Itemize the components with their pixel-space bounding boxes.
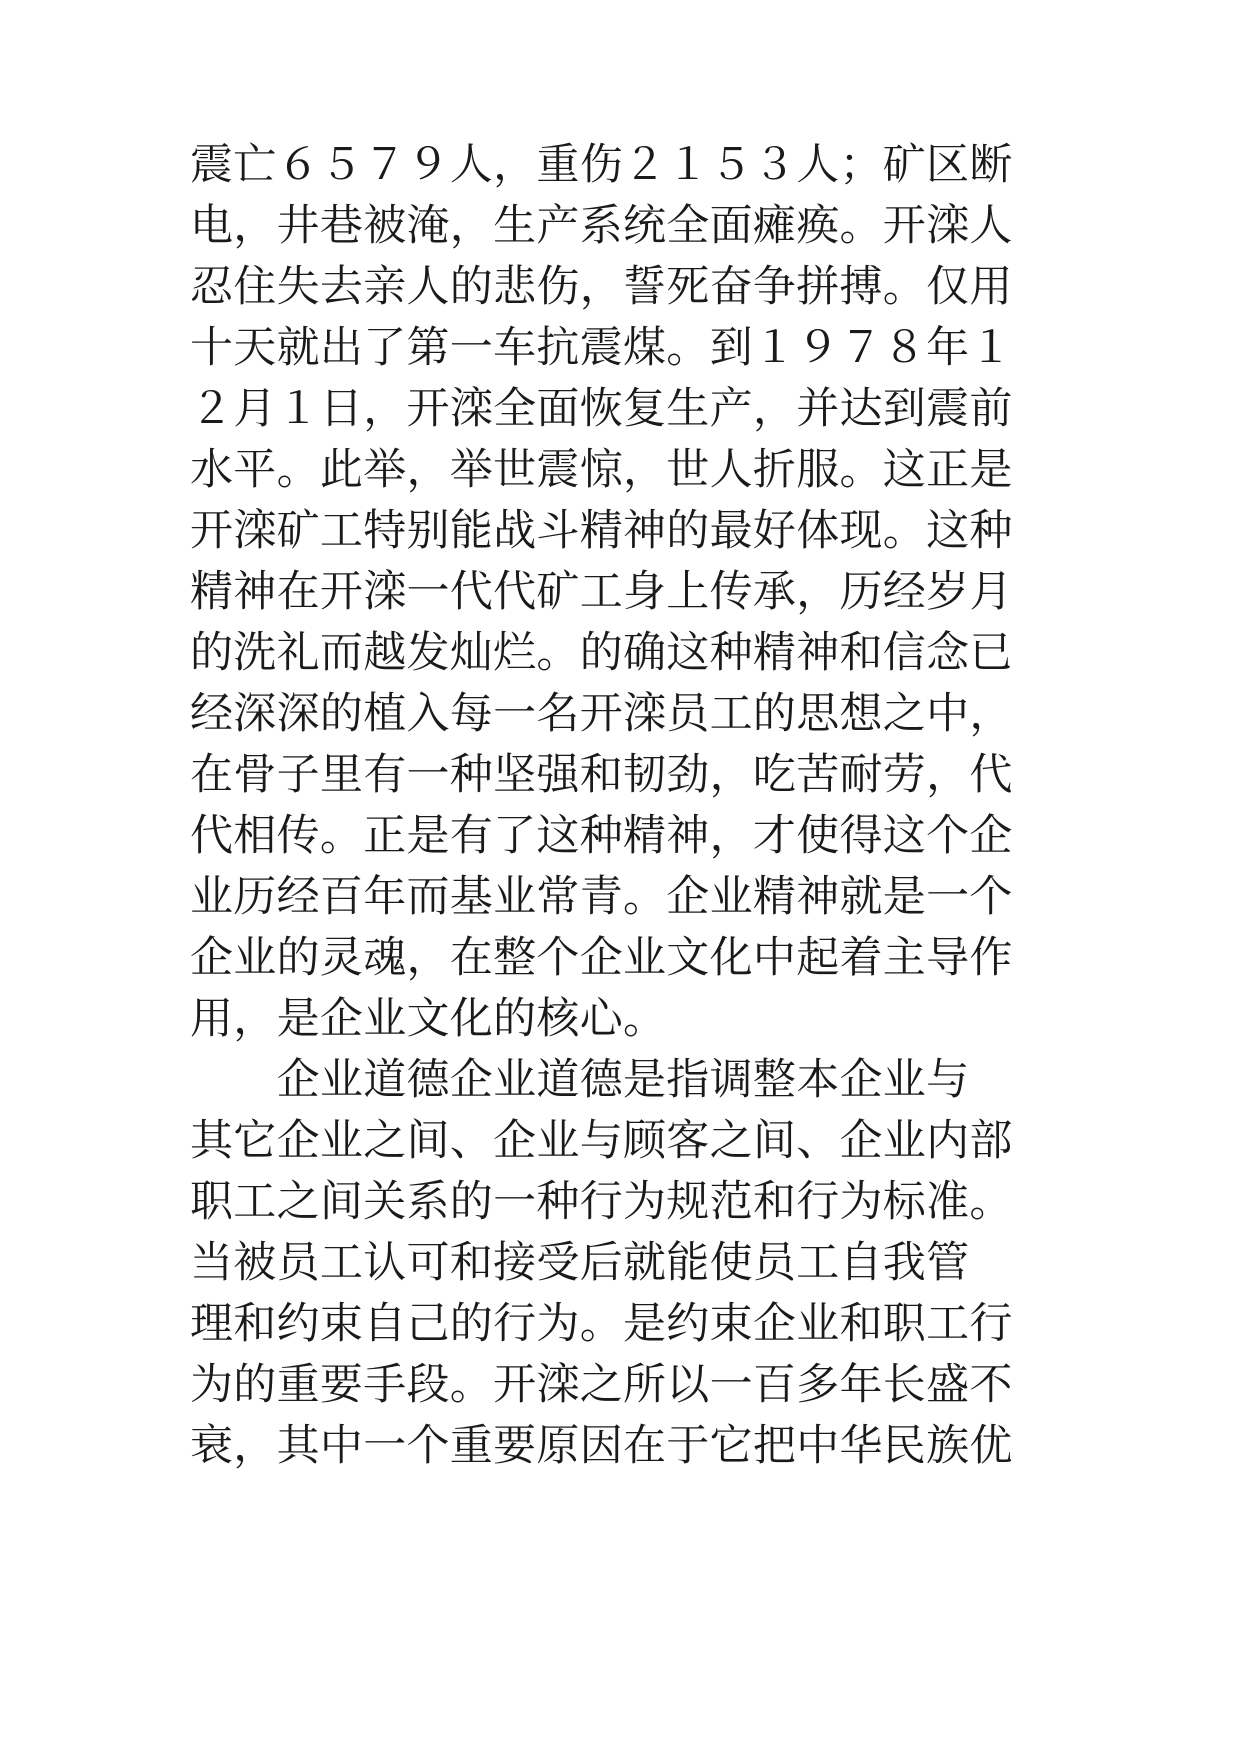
- paragraph-start-line: 企业道德企业道德是指调整本企业与: [190, 1055, 970, 1105]
- text-line: 当被员工认可和接受后就能使员工自我管: [190, 1238, 970, 1288]
- text-line: 用，是企业文化的核心。: [190, 994, 667, 1044]
- text-line: 企业的灵魂，在整个企业文化中起着主导作: [190, 933, 1013, 983]
- text-line: 的洗礼而越发灿烂。的确这种精神和信念已: [190, 628, 1013, 678]
- text-line: 职工之间关系的一种行为规范和行为标准。: [190, 1177, 1013, 1227]
- text-line: ２月１日，开滦全面恢复生产，并达到震前: [190, 384, 1013, 434]
- text-line: 代相传。正是有了这种精神，才使得这个企: [190, 811, 1013, 861]
- text-line: 精神在开滦一代代矿工身上传承，历经岁月: [190, 567, 1013, 617]
- text-line: 业历经百年而基业常青。企业精神就是一个: [190, 872, 1013, 922]
- text-line: 电，井巷被淹，生产系统全面瘫痪。开滦人: [190, 201, 1013, 251]
- text-line: 十天就出了第一车抗震煤。到１９７８年１: [190, 323, 1013, 373]
- text-line: 衰，其中一个重要原因在于它把中华民族优: [190, 1421, 1013, 1471]
- text-line: 忍住失去亲人的悲伤，誓死奋争拼搏。仅用: [190, 262, 1013, 312]
- text-line: 理和约束自己的行为。是约束企业和职工行: [190, 1299, 1013, 1349]
- text-line: 水平。此举，举世震惊，世人折服。这正是: [190, 445, 1013, 495]
- text-line: 其它企业之间、企业与顾客之间、企业内部: [190, 1116, 1013, 1166]
- text-line: 经深深的植入每一名开滦员工的思想之中，: [190, 689, 1013, 739]
- text-line: 为的重要手段。开滦之所以一百多年长盛不: [190, 1360, 1013, 1410]
- text-line: 震亡６５７９人，重伤２１５３人；矿区断: [190, 140, 1013, 190]
- text-line: 开滦矿工特别能战斗精神的最好体现。这种: [190, 506, 1013, 556]
- text-line: 在骨子里有一种坚强和韧劲，吃苦耐劳，代: [190, 750, 1013, 800]
